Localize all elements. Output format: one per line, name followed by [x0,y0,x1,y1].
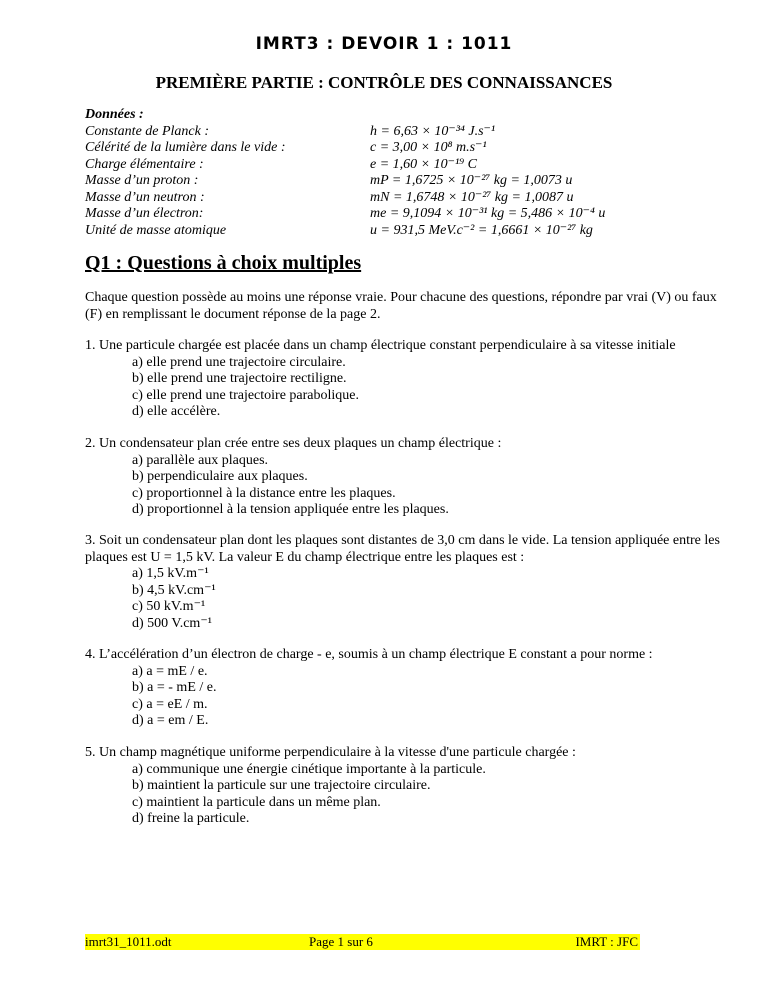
question-stem: 1. Une particule chargée est placée dans un champ électrique constant perpendiculaire à sa vitesse initiale [85,338,676,353]
constant-value: mP = 1,6725 × 10⁻²⁷ kg = 1,0073 u [370,173,573,188]
footer-page-number: Page 1 sur 6 [309,934,373,949]
answer-option: c) proportionnel à la distance entre les plaques. [132,485,396,501]
footer-filename: imrt31_1011.odt [85,934,172,949]
question-5 [85,745,725,828]
constant-row [85,190,705,207]
answer-option: d) a = em / E. [132,713,209,728]
question-stem: 2. Un condensateur plan crée entre ses deux plaques un champ électrique : [85,436,502,451]
question-stem: 3. Soit un condensateur plan dont les plaques sont distantes de 3,0 cm dans le vide. La tension appliquée entre les plaques est U = 1,5 kV. La valeur E du champ électrique entre les plaques est : [85,533,720,565]
constant-value: me = 9,1094 × 10⁻³¹ kg = 5,486 × 10⁻⁴ u [370,206,606,221]
constant-value: u = 931,5 MeV.c⁻² = 1,6661 × 10⁻²⁷ kg [370,222,593,238]
answer-option: d) 500 V.cm⁻¹ [132,615,212,631]
constant-row [85,223,705,240]
constant-label: Charge élémentaire : [85,156,204,172]
answer-option: d) proportionnel à la tension appliquée entre les plaques. [132,502,449,517]
footer-author: IMRT : JFC [575,934,638,949]
constant-row [85,124,705,141]
constant-label: Constante de Planck : [85,123,210,139]
answer-option: c) maintient la particule dans un même plan. [132,794,381,810]
section-title: PREMIÈRE PARTIE : CONTRÔLE DES CONNAISSANCES [155,73,613,92]
constant-row [85,140,705,157]
answer-option: a) parallèle aux plaques. [132,452,269,468]
answer-option: d) elle accélère. [132,404,221,419]
constant-value: c = 3,00 × 10⁸ m.s⁻¹ [370,140,487,155]
q1-heading: Q1 : Questions à choix multiples [85,252,362,274]
constant-label: Masse d’un neutron : [85,189,205,205]
answer-option: b) perpendiculaire aux plaques. [132,469,308,484]
constants-heading: Données : [85,107,144,122]
constant-label: Masse d’un proton : [85,173,199,188]
answer-option: b) 4,5 kV.cm⁻¹ [132,582,216,598]
question-2 [85,436,725,519]
question-3 [85,533,725,632]
question-stem: 4. L’accélération d’un électron de charge - e, soumis à un champ électrique E constant a pour norme : [85,647,653,662]
constant-label: Unité de masse atomique [85,222,227,238]
constant-row [85,206,705,223]
constant-label: Célérité de la lumière dans le vide : [85,140,286,155]
constant-value: h = 6,63 × 10⁻³⁴ J.s⁻¹ [370,123,496,139]
answer-option: b) maintient la particule sur une trajectoire circulaire. [132,778,431,793]
document-title: IMRT3 : DEVOIR 1 : 1011 [255,34,513,54]
answer-option: b) a = - mE / e. [132,680,217,695]
question-stem: 5. Un champ magnétique uniforme perpendiculaire à la vitesse d'une particule chargée : [85,745,576,760]
answer-option: a) communique une énergie cinétique importante à la particule. [132,761,486,777]
constant-label: Masse d’un électron: [85,206,204,221]
constant-row [85,157,705,174]
answer-option: a) 1,5 kV.m⁻¹ [132,566,209,581]
answer-option: c) a = eE / m. [132,696,208,712]
answer-option: b) elle prend une trajectoire rectiligne. [132,371,347,386]
constants-block [85,107,705,239]
answer-option: d) freine la particule. [132,811,250,826]
instructions-paragraph: Chaque question possède au moins une réponse vraie. Pour chacune des questions, répondre par vrai (V) ou faux (F) en remplissant le document réponse de la page 2. [85,290,717,322]
answer-option: a) elle prend une trajectoire circulaire. [132,354,346,370]
answer-option: a) a = mE / e. [132,663,208,679]
answer-option: c) 50 kV.m⁻¹ [132,599,206,614]
constant-value: mN = 1,6748 × 10⁻²⁷ kg = 1,0087 u [370,189,574,205]
constant-value: e = 1,60 × 10⁻¹⁹ C [370,156,477,172]
answer-option: c) elle prend une trajectoire parabolique. [132,387,359,403]
constant-row [85,173,705,190]
question-4 [85,647,725,730]
question-1 [85,338,725,421]
page-footer [85,934,640,950]
